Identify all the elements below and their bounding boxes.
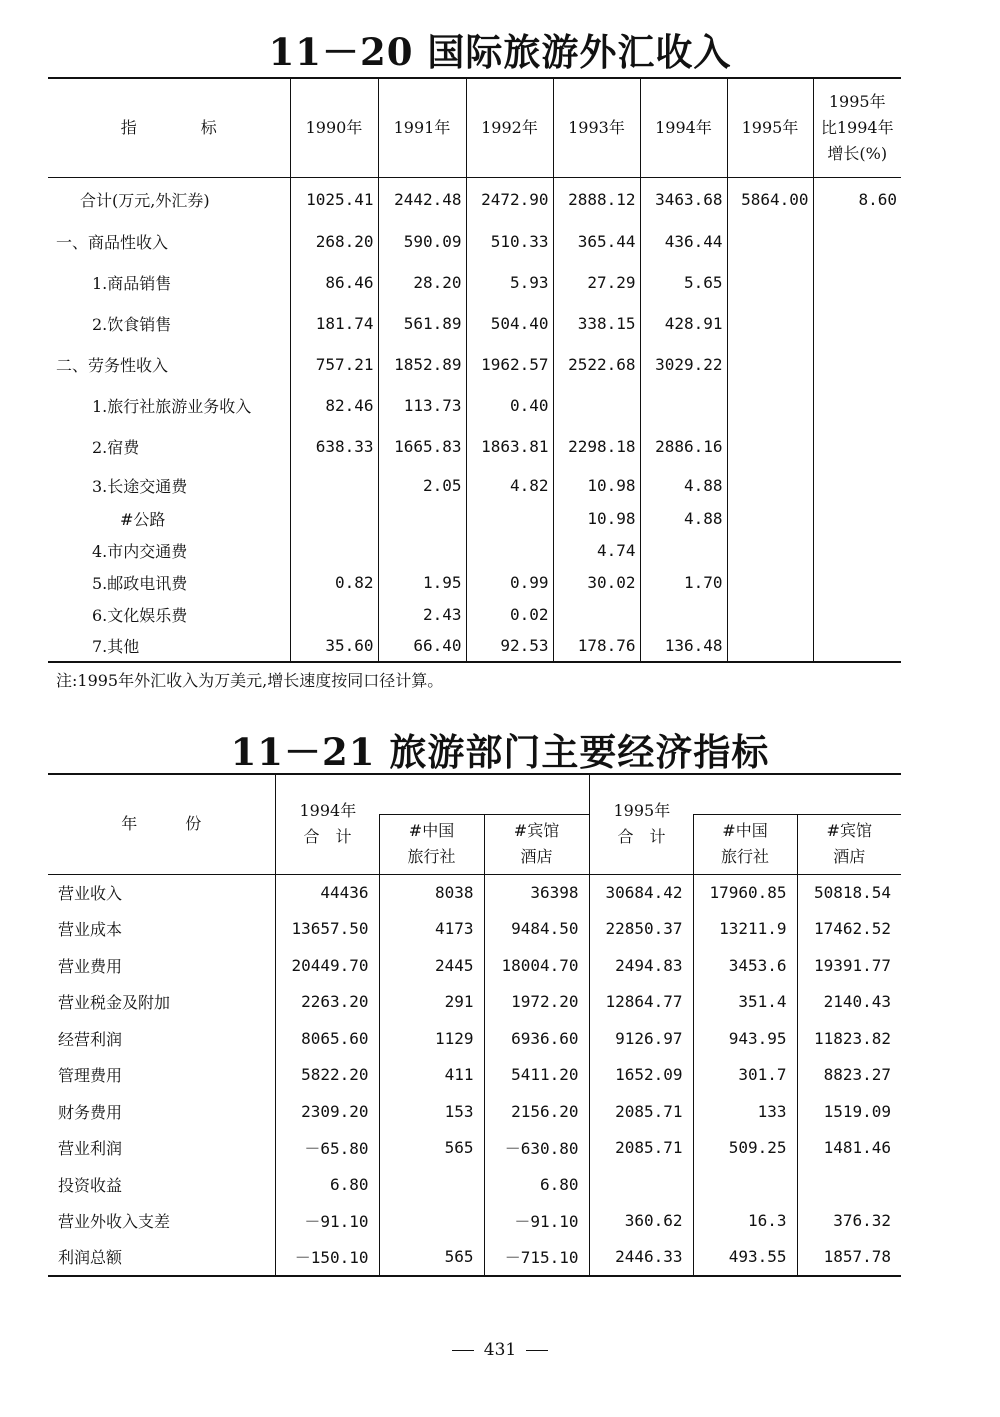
row-value: －150.10 [275, 1239, 379, 1276]
row-value [290, 467, 378, 503]
table-row [48, 1093, 901, 1130]
header-year: 1993年 [553, 78, 640, 177]
row-value: 6936.60 [484, 1020, 589, 1057]
row-value: 3029.22 [640, 344, 727, 385]
row-value: 0.40 [466, 385, 553, 426]
row-value: 493.55 [693, 1239, 797, 1276]
row-value: 136.48 [640, 630, 727, 662]
row-value: 565 [379, 1239, 484, 1276]
header-growth-line2: 比1994年 [820, 117, 894, 137]
header-travel-line1: #中国 [722, 821, 768, 840]
header-travel-1995 [693, 814, 797, 874]
row-label: 营业外收入支差 [58, 1212, 171, 1232]
row-value [813, 426, 901, 467]
header-travel-line2: 旅行社 [407, 847, 456, 866]
row-value: 436.44 [640, 221, 727, 262]
header-growth-line3: 增长(%) [827, 143, 888, 163]
row-value: 9126.97 [589, 1020, 693, 1057]
header-1994-total [275, 774, 379, 874]
row-value: 5.93 [466, 262, 553, 303]
row-value: 10.98 [553, 503, 640, 534]
row-value: 0.02 [466, 598, 553, 630]
header-hotel-1995 [797, 814, 901, 874]
row-value: 30.02 [553, 566, 640, 598]
row-value: 2442.48 [378, 177, 466, 221]
row-value: 86.46 [290, 262, 378, 303]
header-1994-line1: 1994年 [299, 801, 357, 821]
header-indicator: 指 标 [48, 78, 290, 177]
row-value [813, 385, 901, 426]
row-value: 2298.18 [553, 426, 640, 467]
header-hotel-line2: 酒店 [520, 847, 553, 866]
tourism-indicators-table [48, 773, 901, 1277]
row-value: 1652.09 [589, 1057, 693, 1094]
row-value: 22850.37 [589, 911, 693, 948]
row-value [813, 303, 901, 344]
row-value [290, 534, 378, 566]
row-value [813, 598, 901, 630]
table1-note: 注:1995年外汇收入为万美元,增长速度按同口径计算。 [56, 671, 444, 690]
row-value [727, 426, 813, 467]
row-value: 411 [379, 1057, 484, 1094]
row-value: 638.33 [290, 426, 378, 467]
table-row [48, 534, 901, 566]
row-value: 4.82 [466, 467, 553, 503]
row-label: 1.商品销售 [92, 274, 172, 293]
header-travel-line2: 旅行社 [720, 847, 769, 866]
row-value: 17462.52 [797, 911, 901, 948]
header-year: 1990年 [290, 78, 378, 177]
row-label: 管理费用 [58, 1066, 123, 1086]
row-value: 153 [379, 1093, 484, 1130]
row-value: 1025.41 [290, 177, 378, 221]
row-value: －91.10 [484, 1203, 589, 1240]
row-value: 16.3 [693, 1203, 797, 1240]
row-value [813, 262, 901, 303]
row-value: 1972.20 [484, 984, 589, 1021]
row-value: 365.44 [553, 221, 640, 262]
row-value: 1.70 [640, 566, 727, 598]
row-value: 2156.20 [484, 1093, 589, 1130]
row-value [813, 503, 901, 534]
header-year: 1995年 [727, 78, 813, 177]
table-row [48, 1130, 901, 1167]
row-value [290, 503, 378, 534]
row-value [727, 566, 813, 598]
row-value: 10.98 [553, 467, 640, 503]
row-value: 133 [693, 1093, 797, 1130]
table-row [48, 221, 901, 262]
row-value: 8065.60 [275, 1020, 379, 1057]
row-value: 5864.00 [727, 177, 813, 221]
page-number-text: 431 [483, 1340, 517, 1360]
row-value: 44436 [275, 874, 379, 911]
row-label: 投资收益 [58, 1175, 123, 1195]
table-row [48, 303, 901, 344]
header-1994-group [379, 774, 589, 814]
row-value: 1962.57 [466, 344, 553, 385]
row-value: 5411.20 [484, 1057, 589, 1094]
header-1994-line2: 合 计 [303, 827, 352, 847]
row-value: 2494.83 [589, 947, 693, 984]
row-value: 2888.12 [553, 177, 640, 221]
row-label: 2.饮食销售 [92, 315, 172, 334]
row-value: 1519.09 [797, 1093, 901, 1130]
row-value: 5.65 [640, 262, 727, 303]
row-value [640, 598, 727, 630]
header-hotel-line1: #宾馆 [513, 821, 560, 840]
row-value: 2085.71 [589, 1130, 693, 1167]
row-value [466, 503, 553, 534]
row-label: 5.邮政电讯费 [92, 573, 188, 593]
row-label: 二、劳务性收入 [56, 356, 169, 375]
row-value: 376.32 [797, 1203, 901, 1240]
header-1995-group [693, 774, 901, 814]
row-value [640, 385, 727, 426]
row-label: 营业成本 [58, 920, 123, 940]
row-value: 30684.42 [589, 874, 693, 911]
row-value: 338.15 [553, 303, 640, 344]
row-value: 2309.20 [275, 1093, 379, 1130]
row-value: 2886.16 [640, 426, 727, 467]
row-value [813, 534, 901, 566]
table-row [48, 1203, 901, 1240]
row-value: 11823.82 [797, 1020, 901, 1057]
row-value [813, 344, 901, 385]
row-value [813, 221, 901, 262]
row-value: 1481.46 [797, 1130, 901, 1167]
row-value: 291 [379, 984, 484, 1021]
row-value [813, 467, 901, 503]
table-row [48, 1057, 901, 1094]
row-value: 17960.85 [693, 874, 797, 911]
header-1995-line2: 合 计 [617, 827, 666, 847]
row-value [640, 534, 727, 566]
row-value: 8823.27 [797, 1057, 901, 1094]
row-value [727, 598, 813, 630]
row-value [813, 566, 901, 598]
row-value: 1857.78 [797, 1239, 901, 1276]
table-row [48, 874, 901, 911]
row-value [727, 503, 813, 534]
row-value [727, 630, 813, 662]
row-value [727, 303, 813, 344]
row-value [797, 1166, 901, 1203]
row-value: 1852.89 [378, 344, 466, 385]
header-1995-total [589, 774, 693, 874]
row-value: 943.95 [693, 1020, 797, 1057]
row-value: 82.46 [290, 385, 378, 426]
row-value [589, 1166, 693, 1203]
row-value: 5822.20 [275, 1057, 379, 1094]
table-row [48, 344, 901, 385]
row-value: 8.60 [813, 177, 901, 221]
row-value: 360.62 [589, 1203, 693, 1240]
table-row [48, 426, 901, 467]
header-growth-line1: 1995年 [828, 91, 886, 111]
row-value: 1665.83 [378, 426, 466, 467]
row-value: 6.80 [275, 1166, 379, 1203]
row-value [727, 344, 813, 385]
row-value [727, 467, 813, 503]
row-value: 181.74 [290, 303, 378, 344]
row-value: 18004.70 [484, 947, 589, 984]
row-value [466, 534, 553, 566]
row-value [813, 630, 901, 662]
row-value [378, 534, 466, 566]
table-row [48, 1020, 901, 1057]
table-row [48, 467, 901, 503]
table-row [48, 262, 901, 303]
row-label: 3.长途交通费 [92, 476, 188, 496]
row-value: 8038 [379, 874, 484, 911]
row-label: 营业利润 [58, 1139, 123, 1159]
table-row [48, 598, 901, 630]
row-value: 2.05 [378, 467, 466, 503]
header-hotel-line1: #宾馆 [826, 821, 872, 840]
row-value: 4.74 [553, 534, 640, 566]
row-value: 35.60 [290, 630, 378, 662]
row-value: 561.89 [378, 303, 466, 344]
row-value [553, 385, 640, 426]
table-row [48, 1239, 901, 1276]
row-value: 590.09 [378, 221, 466, 262]
header-travel-1994 [379, 814, 484, 874]
row-value [727, 534, 813, 566]
row-value: 4173 [379, 911, 484, 948]
row-value: 50818.54 [797, 874, 901, 911]
foreign-exchange-table [48, 77, 901, 663]
header-year: 1992年 [466, 78, 553, 177]
row-label: 利润总额 [58, 1248, 123, 1268]
row-value: 36398 [484, 874, 589, 911]
row-value: －630.80 [484, 1130, 589, 1167]
row-value: 2472.90 [466, 177, 553, 221]
row-value: －715.10 [484, 1239, 589, 1276]
table-row [48, 984, 901, 1021]
row-label: 营业税金及附加 [58, 993, 171, 1013]
row-value: 4.88 [640, 503, 727, 534]
row-label: 经营利润 [58, 1029, 123, 1049]
page-number [0, 1340, 1000, 1360]
row-value [379, 1166, 484, 1203]
row-value: 565 [379, 1130, 484, 1167]
table-row [48, 911, 901, 948]
row-value [727, 385, 813, 426]
row-label: 财务费用 [58, 1102, 123, 1122]
row-value: 13211.9 [693, 911, 797, 948]
row-value: 178.76 [553, 630, 640, 662]
row-value: 113.73 [378, 385, 466, 426]
row-label: 7.其他 [92, 637, 140, 656]
row-value [379, 1203, 484, 1240]
row-value: －91.10 [275, 1203, 379, 1240]
row-value: 2263.20 [275, 984, 379, 1021]
header-travel-line1: #中国 [408, 821, 455, 840]
table-row [48, 503, 901, 534]
row-value: 66.40 [378, 630, 466, 662]
row-value [378, 503, 466, 534]
row-value: 351.4 [693, 984, 797, 1021]
row-value: 1129 [379, 1020, 484, 1057]
row-label: 合计(万元,外汇券) [80, 190, 210, 210]
row-label: 6.文化娱乐费 [92, 605, 188, 625]
row-value [727, 262, 813, 303]
row-value: 301.7 [693, 1057, 797, 1094]
row-value: 757.21 [290, 344, 378, 385]
row-label: 一、商品性收入 [56, 233, 169, 252]
row-value [290, 598, 378, 630]
header-hotel-line2: 酒店 [833, 847, 866, 866]
table1-body [48, 177, 901, 662]
row-value: 509.25 [693, 1130, 797, 1167]
row-value: 1863.81 [466, 426, 553, 467]
row-label: 1.旅行社旅游业务收入 [92, 397, 252, 416]
row-value: 1.95 [378, 566, 466, 598]
row-value: 6.80 [484, 1166, 589, 1203]
header-growth [813, 78, 901, 177]
row-value: 19391.77 [797, 947, 901, 984]
row-value: 12864.77 [589, 984, 693, 1021]
row-value: 3463.68 [640, 177, 727, 221]
row-value: 13657.50 [275, 911, 379, 948]
row-label: 营业费用 [58, 956, 123, 976]
row-value: 9484.50 [484, 911, 589, 948]
row-value: 2.43 [378, 598, 466, 630]
row-value: 0.99 [466, 566, 553, 598]
row-value: 2446.33 [589, 1239, 693, 1276]
table-row [48, 630, 901, 662]
row-value: 268.20 [290, 221, 378, 262]
header-year-label: 年 份 [48, 774, 275, 874]
row-value: 20449.70 [275, 947, 379, 984]
row-label: 营业收入 [58, 884, 123, 903]
header-year: 1991年 [378, 78, 466, 177]
table-row [48, 1166, 901, 1203]
table-row [48, 947, 901, 984]
row-value: 3453.6 [693, 947, 797, 984]
table-row [48, 566, 901, 598]
row-value: 2522.68 [553, 344, 640, 385]
header-1995-line1: 1995年 [613, 801, 671, 821]
row-value: 27.29 [553, 262, 640, 303]
table-row [48, 177, 901, 221]
row-value: 0.82 [290, 566, 378, 598]
row-value [553, 598, 640, 630]
table2-body [48, 874, 901, 1276]
row-value: 2445 [379, 947, 484, 984]
row-value: 428.91 [640, 303, 727, 344]
table-row [48, 385, 901, 426]
row-value [727, 221, 813, 262]
row-value: －65.80 [275, 1130, 379, 1167]
row-value: 510.33 [466, 221, 553, 262]
row-label: #公路 [120, 510, 166, 529]
table1-title: 11－20 国际旅游外汇收入 [268, 30, 732, 74]
row-value: 28.20 [378, 262, 466, 303]
row-value: 4.88 [640, 467, 727, 503]
row-label: 2.宿费 [92, 438, 140, 457]
row-value: 2140.43 [797, 984, 901, 1021]
row-value: 92.53 [466, 630, 553, 662]
row-value: 2085.71 [589, 1093, 693, 1130]
header-year: 1994年 [640, 78, 727, 177]
header-hotel-1994 [484, 814, 589, 874]
row-value [693, 1166, 797, 1203]
row-label: 4.市内交通费 [92, 541, 188, 561]
table2-title: 11－21 旅游部门主要经济指标 [230, 730, 770, 774]
row-value: 504.40 [466, 303, 553, 344]
